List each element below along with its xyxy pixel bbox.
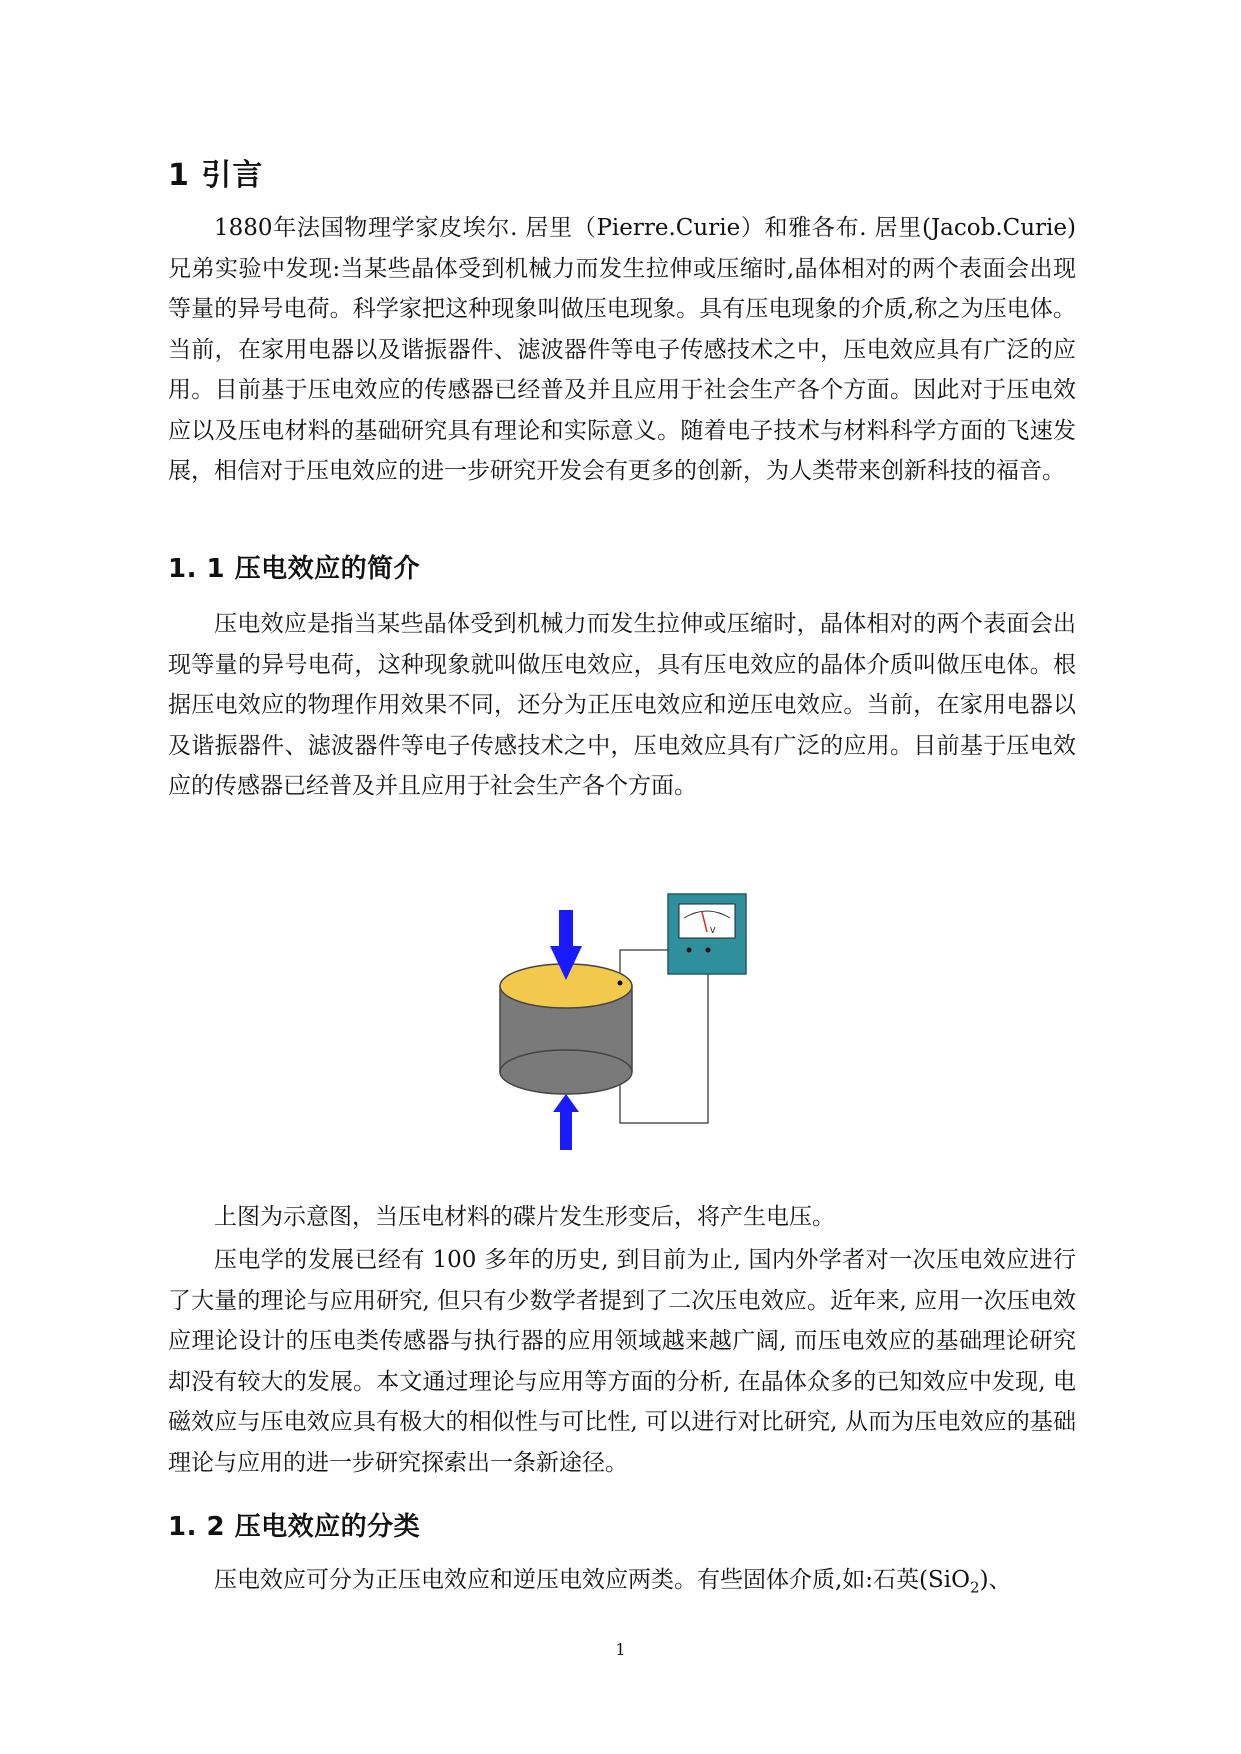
overview-paragraph-block [168, 604, 1076, 807]
intro-paragraph: 1880年法国物理学家皮埃尔. 居里（Pierre.Curie）和雅各布. 居里(Jacob.Curie)兄弟实验中发现:当某些晶体受到机械力而发生拉伸或压缩时,晶体相对的两个表面会出现等量的异号电荷。科学家把这种现象叫做压电现象。具有压电现象的介质,称之为压电体。当前，在家用电器以及谐振器件、滤波器件等电子传感技术之中，压电效应具有广泛的应用。目前基于压电效应的传感器已经普及并且应用于社会生产各个方面。因此对于压电效应以及压电材料的基础研究具有理论和实际意义。随着电子技术与材料科学方面的飞速发展，相信对于压电效应的进一步研究开发会有更多的创新，为人类带来创新科技的福音。 [168, 215, 1076, 484]
voltmeter-dial [679, 904, 735, 938]
classification-text-suffix: )、 [979, 1567, 1012, 1593]
intro-paragraph-block [168, 208, 1076, 492]
section-heading-overview: 1. 1 压电效应的简介 [168, 554, 421, 584]
force-arrow-bottom [553, 1094, 579, 1150]
classification-subscript: 2 [970, 1578, 980, 1597]
piezo-diagram [470, 880, 770, 1170]
history-paragraph-block [168, 1240, 1076, 1483]
section-heading-classification: 1. 2 压电效应的分类 [168, 1512, 421, 1542]
piezo-diagram-svg [470, 880, 770, 1170]
page-number: 1 [615, 1640, 626, 1659]
wire-top [620, 950, 668, 980]
overview-paragraph: 压电效应是指当某些晶体受到机械力而发生拉伸或压缩时，晶体相对的两个表面会出现等量的异号电荷，这种现象就叫做压电效应，具有压电效应的晶体介质叫做压电体。根据压电效应的物理作用效果不同，还分为正压电效应和逆压电效应。当前，在家用电器以及谐振器件、滤波器件等电子传感技术之中，压电效应具有广泛的应用。目前基于压电效应的传感器已经普及并且应用于社会生产各个方面。 [168, 611, 1076, 799]
meter-terminal-left [687, 948, 692, 953]
classification-paragraph [168, 1560, 1076, 1608]
voltmeter-label: V [710, 926, 716, 935]
classification-text-prefix: 压电效应可分为正压电效应和逆压电效应两类。有些固体介质,如:石英(SiO [214, 1567, 971, 1593]
disc-bottom [500, 1050, 632, 1094]
section-heading-intro: 1 引言 [168, 158, 264, 193]
classification-paragraph-block [168, 1560, 1076, 1608]
disc-electrode [618, 981, 623, 986]
figure-caption: 上图为示意图，当压电材料的碟片发生形变后，将产生电压。 [214, 1204, 835, 1230]
meter-terminal-right [706, 948, 711, 953]
history-paragraph: 压电学的发展已经有 100 多年的历史, 到目前为止, 国内外学者对一次压电效应进行了大量的理论与应用研究, 但只有少数学者提到了二次压电效应。近年来, 应用一次压电效应理论设计的压电类传感器与执行器的应用领域越来越广阔, 而压电效应的基础理论研究却没有较大的发展。本文通过理论与应用等方面的分析, 在晶体众多的已知效应中发现, 电磁效应与压电效应具有极大的相似性与可比性, 可以进行对比研究, 从而为压电效应的基础理论与应用的进一步研究探索出一条新途径。 [168, 1247, 1076, 1476]
wire-bottom [620, 950, 708, 1123]
